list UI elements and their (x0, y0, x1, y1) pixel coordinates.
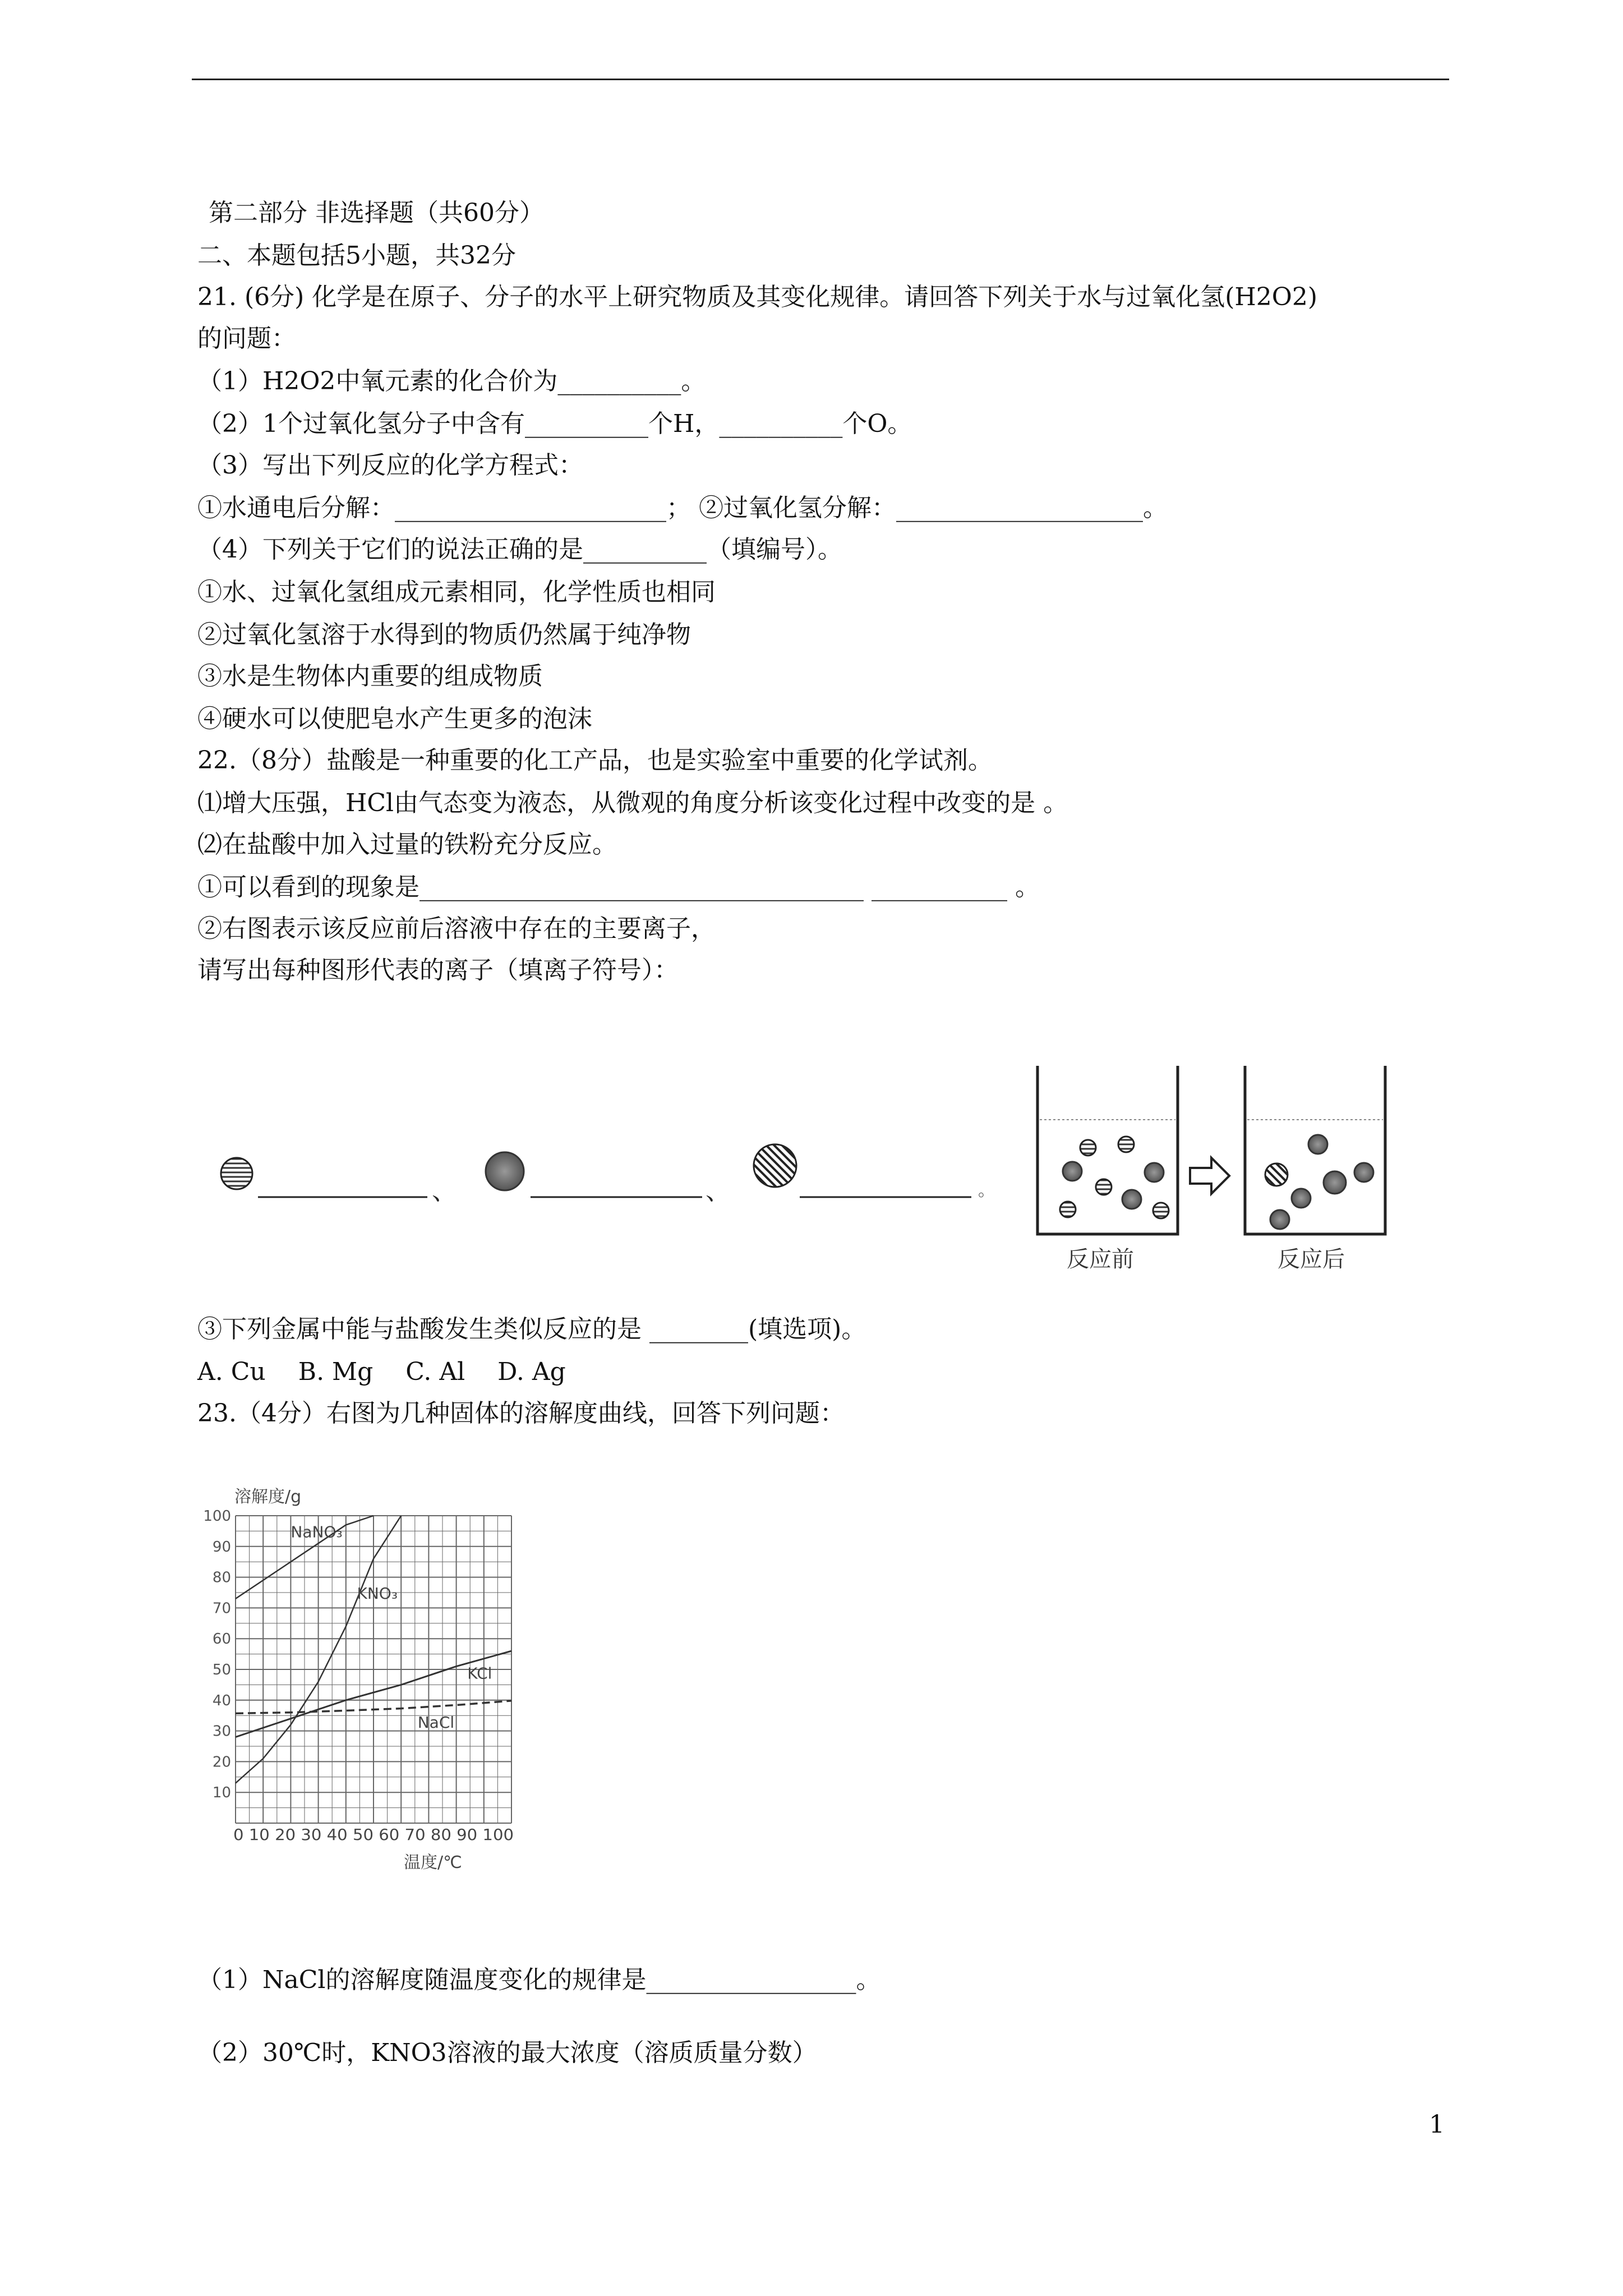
q22-part2: ⑵在盐酸中加入过量的铁粉充分反应。 (197, 830, 617, 859)
reaction-arrow-icon (1190, 1158, 1229, 1194)
q21-option-4: ④硬水可以使肥皂水产生更多的泡沫 (197, 705, 592, 733)
q22-part2-2a: ②右图表示该反应前后溶液中存在的主要离子， (197, 914, 716, 943)
beaker-reaction-figure (1032, 1066, 1424, 1279)
q23-part2: （2）30℃时，KNO3溶液的最大浓度（溶质质量分数） (197, 2039, 817, 2067)
chart-y-tick-label: 10 (212, 1784, 231, 1802)
q21-stem-line2: 的问题： (197, 324, 296, 353)
page-number: 1 (1429, 2110, 1445, 2139)
chart-series-label-nano3: NaNO₃ (291, 1522, 343, 1542)
q22-choices: A. Cu B. Mg C. Al D. Ag (197, 1358, 566, 1386)
q21-option-3: ③水是生物体内重要的组成物质 (197, 662, 543, 691)
chart-y-tick-label: 20 (212, 1754, 231, 1771)
ion-legend-figure (202, 1116, 1009, 1228)
q21-option-1: ①水、过氧化氢组成元素相同，化学性质也相同 (197, 578, 716, 606)
chart-y-tick-label: 60 (212, 1631, 231, 1648)
ion-symbol-striped-horizontal (221, 1158, 252, 1189)
ion-symbol-dotted (486, 1152, 524, 1190)
q21-part4: （4）下列关于它们的说法正确的是__________（填编号）。 (197, 535, 842, 564)
q22-part1: ⑴增大压强，HCl由气态变为液态，从微观的角度分析该变化过程中改变的是 。 (197, 789, 1068, 817)
chart-x-ticks: 0 10 20 30 40 50 60 70 80 90 100 (233, 1825, 514, 1844)
beaker-before (1038, 1066, 1178, 1234)
chart-y-tick-label: 70 (212, 1600, 231, 1617)
chart-series-label-kcl: KCl (467, 1664, 492, 1683)
section-title: 第二部分 非选择题（共60分） (209, 199, 544, 227)
q21-stem-line1: 21. (6分) 化学是在原子、分子的水平上研究物质及其变化规律。请回答下列关于水与过氧化氢(H2O2) (197, 283, 1318, 311)
chart-y-tick-label: 40 (212, 1692, 231, 1709)
chart-y-tick-label: 80 (212, 1569, 231, 1586)
ion-end-mark: 。 (978, 1181, 995, 1200)
chart-y-tick-label: 50 (212, 1662, 231, 1678)
q21-part2: （2）1个过氧化氢分子中含有__________个H，__________个O。 (197, 409, 912, 438)
beaker-after-label: 反应后 (1278, 1246, 1345, 1272)
ion-symbol-striped-diagonal (754, 1144, 796, 1187)
header-rule (192, 79, 1449, 80)
chart-y-axis-label: 溶解度/g (234, 1487, 302, 1507)
q21-part3: （3）写出下列反应的化学方程式： (197, 451, 583, 480)
chart-y-tick-label: 30 (212, 1723, 231, 1740)
beaker-before-label: 反应前 (1067, 1246, 1134, 1272)
chart-series-label-kno3: KNO₃ (357, 1584, 398, 1603)
ion-separator-1: 、 (432, 1177, 457, 1205)
q22-part2-1: ①可以看到的现象是____________________________________ ___________ 。 (197, 873, 1040, 901)
chart-y-ticks (203, 1508, 231, 1801)
chart-series-label-nacl: NaCl (417, 1713, 455, 1732)
q22-stem: 22.（8分）盐酸是一种重要的化工产品，也是实验室中重要的化学试剂。 (197, 746, 993, 775)
q23-part1: （1）NaCl的溶解度随温度变化的规律是_________________。 (197, 1966, 881, 1994)
section-subtitle: 二、本题包括5小题，共32分 (197, 241, 516, 270)
q21-part1: （1）H2O2中氧元素的化合价为__________。 (197, 367, 706, 395)
chart-y-tick-label: 90 (212, 1538, 231, 1556)
ion-separator-2: 、 (706, 1177, 730, 1205)
q21-part3-equations: ①水通电后分解：______________________； ②过氧化氢分解：____________________。 (197, 494, 1168, 522)
q22-part2-3: ③下列金属中能与盐酸发生类似反应的是 ________(填选项)。 (197, 1315, 866, 1343)
q21-option-2: ②过氧化氢溶于水得到的物质仍然属于纯净物 (197, 620, 691, 649)
q22-part2-2b: 请写出每种图形代表的离子（填离子符号）： (197, 956, 679, 984)
beaker-after (1245, 1066, 1385, 1234)
chart-y-tick-label: 100 (203, 1508, 231, 1525)
q23-stem: 23.（4分）右图为几种固体的溶解度曲线，回答下列问题： (197, 1399, 845, 1428)
chart-x-axis-label: 温度/℃ (404, 1853, 462, 1872)
solubility-chart (202, 1481, 550, 1885)
